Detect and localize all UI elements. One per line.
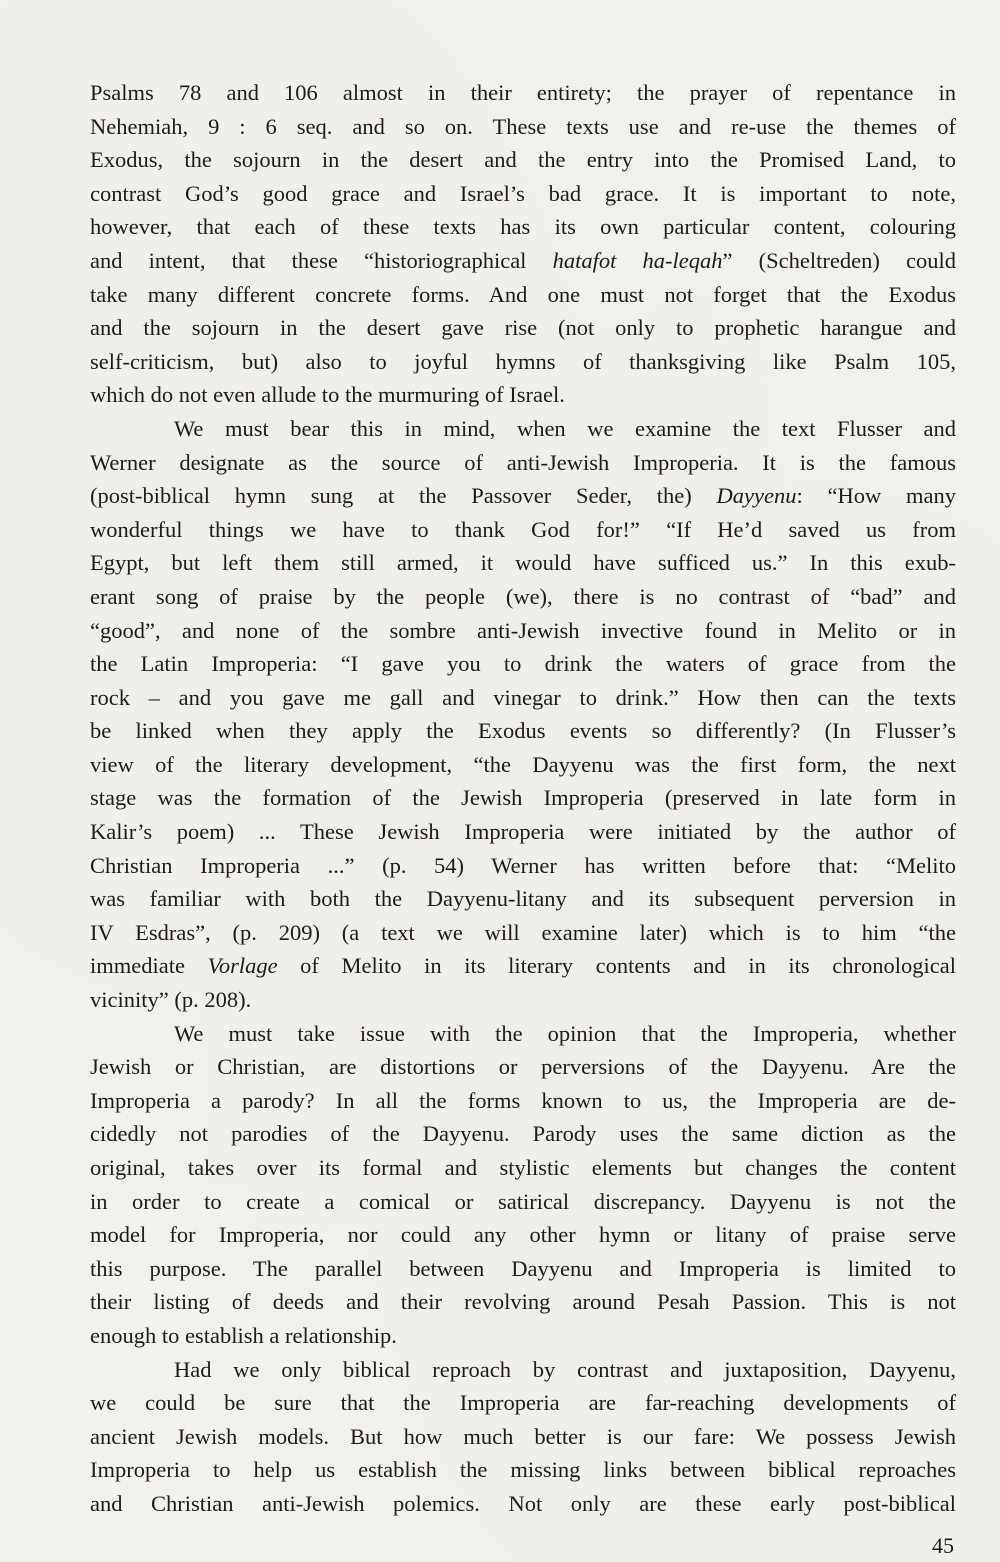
text-line: original, takes over its formal and stylistic elements but changes the content (90, 1155, 956, 1180)
text-line: contrast God’s good grace and Israel’s bad grace. It is important to note, (90, 180, 956, 206)
body-text (90, 76, 956, 1521)
text-line: take many different concrete forms. And one must not forget that the Exodus (90, 281, 956, 307)
text-line: IV Esdras”, (p. 209) (a text we will examine later) which is to him “the (90, 919, 956, 945)
text-line: view of the literary development, “the Dayyenu was the first form, the next (90, 751, 956, 777)
italic-term: hatafot ha-leqah (552, 247, 723, 273)
text-line: cidedly not parodies of the Dayyenu. Parody uses the same diction as the (90, 1121, 956, 1147)
text-line: and the sojourn in the desert gave rise (not only to prophetic harangue and (90, 315, 956, 341)
text-line: this purpose. The parallel between Dayyenu and Improperia is limited to (90, 1255, 956, 1281)
text-line: Improperia to help us establish the missing links between biblical reproaches (90, 1457, 956, 1483)
text-line: their listing of deeds and their revolving around Pesah Passion. This is not (90, 1289, 956, 1315)
text-line: Jewish or Christian, are distortions or perversions of the Dayyenu. Are the (90, 1054, 956, 1080)
text-line: We must bear this in mind, when we examine the text Flusser and (174, 415, 956, 441)
italic-term: Vorlage (207, 953, 278, 979)
text-line: erant song of praise by the people (we), there is no contrast of “bad” and (90, 583, 956, 609)
text-line: Werner designate as the source of anti-Jewish Improperia. It is the famous (90, 449, 956, 475)
text-line: vicinity” (p. 208). (90, 987, 252, 1013)
text-line: in order to create a comical or satirical discrepancy. Dayyenu is not the (90, 1188, 956, 1214)
text-line: ancient Jewish models. But how much better is our fare: We possess Jewish (90, 1423, 956, 1449)
text-line: immediate Vorlage of Melito in its literary contents and in its chronological (90, 953, 956, 979)
text-line: rock – and you gave me gall and vinegar to drink.” How then can the texts (90, 684, 956, 710)
text-line: be linked when they apply the Exodus events so differently? (In Flusser’s (90, 718, 956, 744)
text-line: We must take issue with the opinion that the Improperia, whether (174, 1020, 956, 1046)
text-line: and intent, that these “historiographical hatafot ha-leqah” (Scheltreden) could (90, 247, 957, 273)
text-line: Christian Improperia ...” (p. 54) Werner has written before that: “Melito (90, 852, 956, 878)
text-line: (post-biblical hymn sung at the Passover Seder, the) Dayyenu: “How many (90, 483, 956, 509)
text-line: self-criticism, but) also to joyful hymns of thanksgiving like Psalm 105, (90, 348, 956, 374)
text-line: Nehemiah, 9 : 6 seq. and so on. These texts use and re-use the themes of (90, 113, 956, 139)
text-line: Egypt, but left them still armed, it would have sufficed us.” In this exub- (90, 550, 956, 576)
text-line: Exodus, the sojourn in the desert and the entry into the Promised Land, to (90, 147, 956, 173)
text-line: wonderful things we have to thank God for!” “If He’d saved us from (90, 516, 956, 542)
text-line: however, that each of these texts has its own particular content, colouring (90, 214, 956, 240)
text-line: model for Improperia, nor could any other hymn or litany of praise serve (90, 1222, 956, 1248)
text-line: Improperia a parody? In all the forms known to us, the Improperia are de- (90, 1087, 956, 1113)
page-number: 45 (932, 1533, 954, 1558)
text-line: was familiar with both the Dayyenu-litany and its subsequent perversion in (90, 886, 956, 912)
text-line: the Latin Improperia: “I gave you to drink the waters of grace from the (90, 651, 956, 677)
text-line: Psalms 78 and 106 almost in their entirety; the prayer of repentance in (90, 80, 956, 105)
text-line: stage was the formation of the Jewish Improperia (preserved in late form in (90, 785, 956, 811)
text-line: Kalir’s poem) ... These Jewish Improperia were initiated by the author of (90, 819, 956, 845)
text-line: “good”, and none of the sombre anti-Jewish invective found in Melito or in (90, 617, 956, 643)
italic-term: Dayyenu (716, 483, 797, 509)
text-line: enough to establish a relationship. (90, 1322, 397, 1348)
text-line: and Christian anti-Jewish polemics. Not only are these early post-biblical (90, 1490, 956, 1516)
text-line: Had we only biblical reproach by contrast and juxtaposition, Dayyenu, (174, 1356, 956, 1382)
text-line: which do not even allude to the murmuring of Israel. (90, 382, 565, 408)
text-line: we could be sure that the Improperia are far-reaching developments of (90, 1390, 956, 1416)
